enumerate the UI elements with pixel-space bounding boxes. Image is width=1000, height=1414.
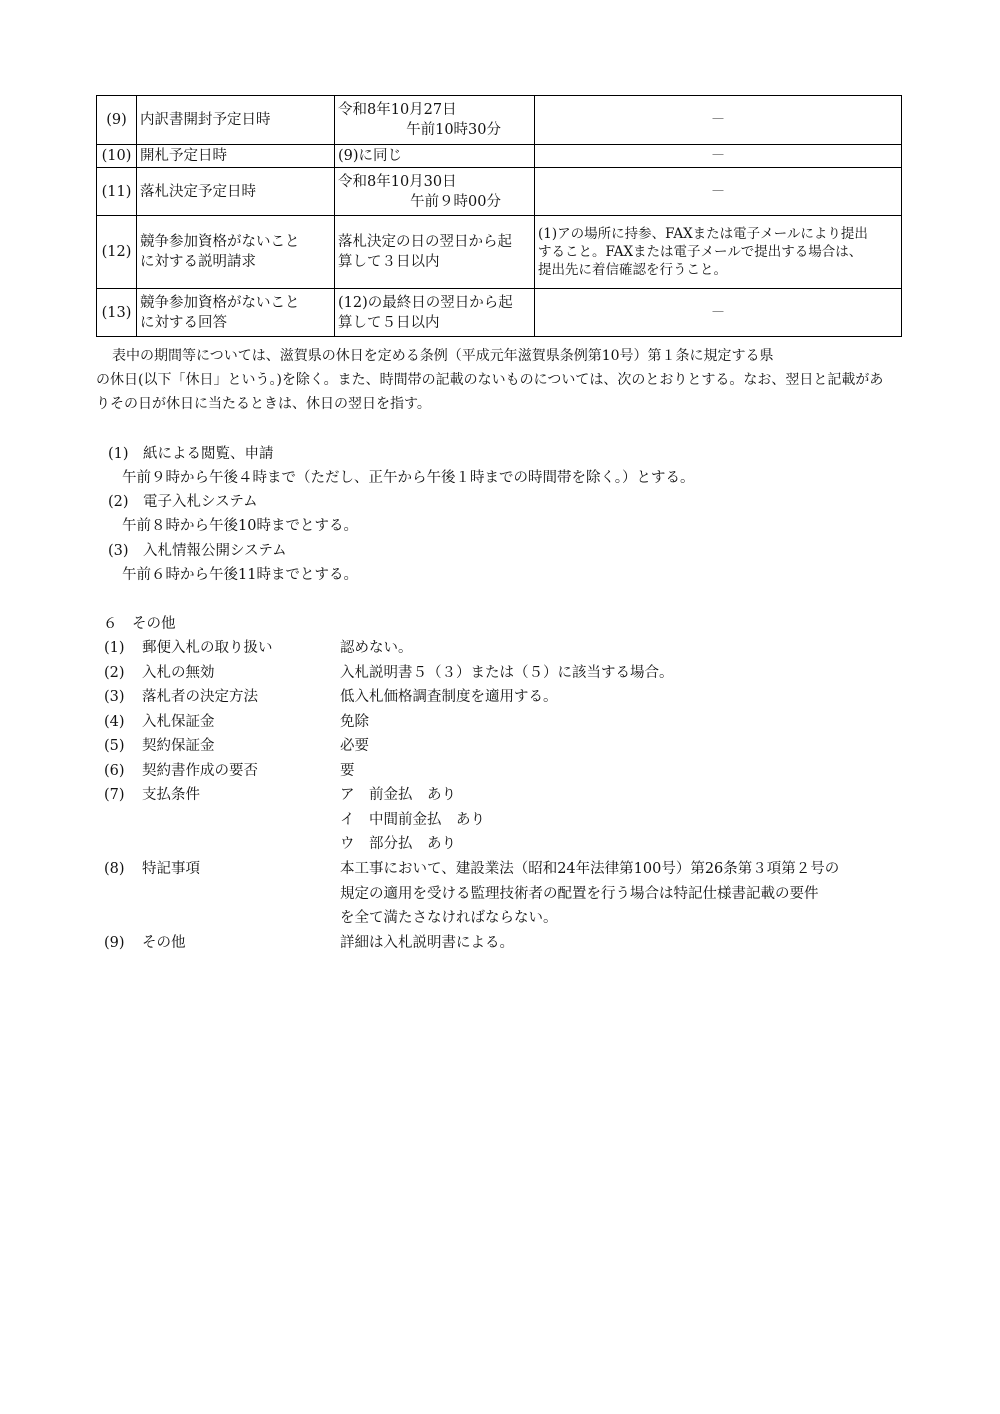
item-value: 認めない。	[340, 640, 413, 656]
row-item	[137, 216, 335, 289]
item-label: 落札者の決定方法	[142, 689, 258, 705]
table-row	[97, 96, 902, 145]
hours-heading: (1) 紙による閲覧、申請	[108, 446, 274, 462]
item-value: 低入札価格調査制度を適用する。	[340, 689, 558, 705]
item-number: (7)	[104, 787, 125, 803]
hours-heading: (2) 電子入札システム	[108, 494, 258, 510]
item-number: (3)	[104, 689, 125, 705]
item-label: 契約書作成の要否	[142, 763, 258, 779]
list-item	[104, 783, 904, 857]
note-line: の休日(以下「休日」という。)を除く。また、時間帯の記載のないものについては、次のとおりとする。なお、翌日と記載があ	[96, 372, 884, 388]
row-note: －	[535, 145, 902, 168]
list-item	[104, 931, 904, 955]
item-label: 入札の無効	[142, 665, 215, 681]
table-row	[97, 168, 902, 216]
value-line: 規定の適用を受ける監理技術者の配置を行う場合は特記仕様書記載の要件	[340, 885, 819, 902]
note-line: 提出先に着信確認を行うこと。	[538, 262, 727, 278]
value-line: 本工事において、建設業法（昭和24年法律第100号）第26条第３項第２号の	[340, 861, 840, 877]
item-number: (9)	[104, 935, 125, 951]
when-line: 算して３日以内	[338, 254, 440, 270]
when-line: 午前10時30分	[406, 122, 501, 138]
item-label: 特記事項	[142, 861, 200, 877]
item-value	[340, 783, 902, 857]
row-item	[137, 289, 335, 337]
row-number: (9)	[97, 96, 137, 145]
hours-body: 午前９時から午後４時まで（ただし、正午から午後１時までの時間帯を除く。）とする。	[122, 470, 695, 486]
item-number: (8)	[104, 861, 125, 877]
value-line: イ 中間前金払 あり	[340, 811, 485, 828]
item-line: に対する回答	[140, 314, 227, 331]
when-line: 算して５日以内	[338, 314, 440, 331]
section-title: ６ その他	[103, 616, 176, 632]
row-note: －	[535, 96, 902, 145]
list-item	[104, 710, 904, 734]
row-when	[335, 216, 535, 289]
row-note: －	[535, 168, 902, 216]
note-line: 表中の期間等については、滋賀県の休日を定める条例（平成元年滋賀県条例第10号）第１条に規定する県	[112, 348, 774, 364]
list-item	[104, 636, 904, 660]
when-line: 令和8年10月27日	[338, 102, 457, 118]
table-row	[97, 216, 902, 289]
item-label: その他	[142, 935, 186, 951]
row-number: (11)	[97, 168, 137, 216]
item-label: 郵便入札の取り扱い	[142, 640, 273, 656]
value-line: ウ 部分払 あり	[340, 836, 456, 852]
item-line: 競争参加資格がないこと	[140, 294, 300, 311]
when-line: (12)の最終日の翌日から起	[338, 294, 513, 311]
list-item	[104, 857, 904, 931]
value-line: を全て満たさなければならない。	[340, 910, 558, 926]
list-item	[104, 661, 904, 685]
note-line: (1)アの場所に持参、FAXまたは電子メールにより提出	[538, 226, 868, 242]
row-number: (12)	[97, 216, 137, 289]
table-row	[97, 145, 902, 168]
row-item: 内訳書開封予定日時	[137, 96, 335, 145]
item-number: (6)	[104, 763, 125, 779]
item-label: 契約保証金	[142, 738, 215, 754]
table-row	[97, 289, 902, 337]
row-when	[335, 168, 535, 216]
row-when	[335, 96, 535, 145]
item-number: (1)	[104, 640, 125, 656]
item-value: 要	[340, 763, 355, 779]
item-number: (5)	[104, 738, 125, 754]
hours-heading: (3) 入札情報公開システム	[108, 543, 287, 559]
row-number: (13)	[97, 289, 137, 337]
list-item	[104, 759, 904, 783]
item-line: に対する説明請求	[140, 254, 256, 270]
hours-body: 午前６時から午後11時までとする。	[122, 567, 358, 583]
when-line: 午前９時00分	[410, 193, 501, 210]
row-note: －	[535, 289, 902, 337]
item-label: 支払条件	[142, 787, 200, 803]
note-line: りその日が休日に当たるときは、休日の翌日を指す。	[96, 396, 431, 412]
item-value: 必要	[340, 738, 369, 754]
item-value: 入札説明書５（３）または（５）に該当する場合。	[340, 665, 674, 681]
item-label: 入札保証金	[142, 714, 215, 730]
row-number: (10)	[97, 145, 137, 168]
item-number: (4)	[104, 714, 125, 730]
item-value	[340, 857, 902, 931]
holiday-note	[96, 344, 902, 416]
item-line: 競争参加資格がないこと	[140, 234, 300, 250]
when-line: 落札決定の日の翌日から起	[338, 234, 512, 250]
value-line: ア 前金払 あり	[340, 787, 456, 803]
item-number: (2)	[104, 665, 125, 681]
note-line: すること。FAXまたは電子メールで提出する場合は、	[538, 244, 863, 260]
list-item	[104, 685, 904, 709]
item-value: 免除	[340, 714, 369, 730]
row-item: 開札予定日時	[137, 145, 335, 168]
schedule-table	[96, 95, 902, 337]
hours-body: 午前８時から午後10時までとする。	[122, 518, 358, 534]
row-note	[535, 216, 902, 289]
list-item	[104, 734, 904, 758]
row-item: 落札決定予定日時	[137, 168, 335, 216]
row-when: (9)に同じ	[335, 145, 535, 168]
row-when	[335, 289, 535, 337]
when-line: 令和8年10月30日	[338, 173, 457, 190]
item-value: 詳細は入札説明書による。	[340, 935, 514, 951]
